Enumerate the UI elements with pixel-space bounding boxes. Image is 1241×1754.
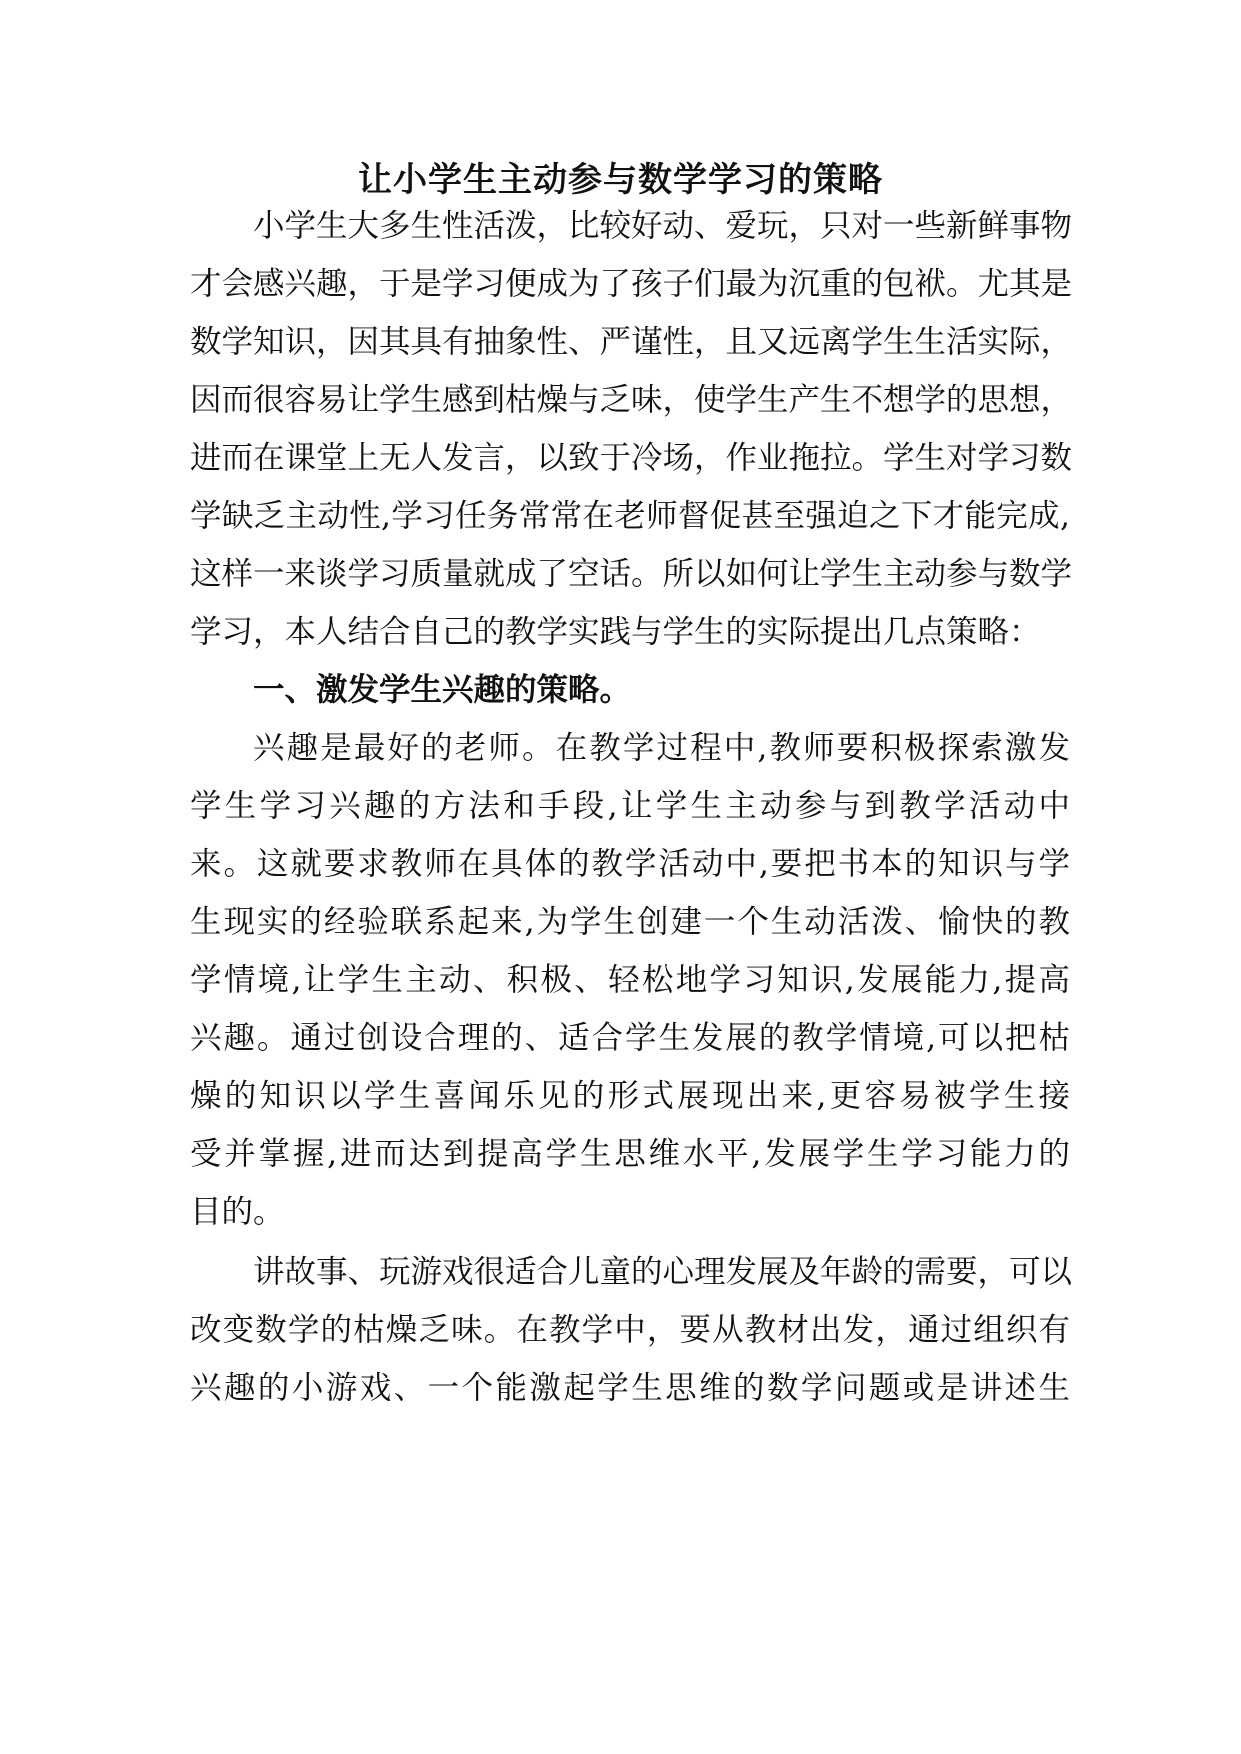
para2-line-7: 燥的知识以学生喜闻乐见的形式展现出来,更容易被学生接 xyxy=(190,1078,1070,1114)
para2-line-9: 目的。 xyxy=(190,1194,285,1230)
para2-line-3: 来。这就要求教师在具体的教学活动中,要把书本的知识与学 xyxy=(190,846,1070,882)
intro-line-6: 学缺乏主动性,学习任务常常在老师督促甚至强迫之下才能完成, xyxy=(190,498,1070,534)
document-title: 让小学生主动参与数学学习的策略 xyxy=(358,160,883,200)
para3-line-3: 兴趣的小游戏、一个能激起学生思维的数学问题或是讲述生 xyxy=(190,1370,1070,1406)
intro-line-4: 因而很容易让学生感到枯燥与乏味，使学生产生不想学的思想， xyxy=(190,382,1073,418)
intro-line-7: 这样一来谈学习质量就成了空话。所以如何让学生主动参与数学 xyxy=(190,556,1073,592)
para3-line-2: 改变数学的枯燥乏味。在教学中，要从教材出发，通过组织有 xyxy=(190,1312,1070,1348)
intro-line-8: 学习，本人结合自己的教学实践与学生的实际提出几点策略： xyxy=(190,614,1041,650)
para2-line-1: 兴趣是最好的老师。在教学过程中,教师要积极探索激发 xyxy=(253,730,1070,766)
intro-line-5: 进而在课堂上无人发言，以致于冷场，作业拖拉。学生对学习数 xyxy=(190,440,1073,476)
para2-line-5: 学情境,让学生主动、积极、轻松地学习知识,发展能力,提高 xyxy=(190,962,1070,998)
intro-line-3: 数学知识，因其具有抽象性、严谨性，且又远离学生生活实际， xyxy=(190,324,1073,360)
para3-line-1: 讲故事、玩游戏很适合儿童的心理发展及年龄的需要，可以 xyxy=(253,1254,1073,1290)
para2-line-8: 受并掌握,进而达到提高学生思维水平,发展学生学习能力的 xyxy=(190,1136,1070,1172)
para2-line-4: 生现实的经验联系起来,为学生创建一个生动活泼、愉快的教 xyxy=(190,904,1070,940)
intro-line-2: 才会感兴趣，于是学习便成为了孩子们最为沉重的包袱。尤其是 xyxy=(190,266,1073,302)
para2-line-2: 学生学习兴趣的方法和手段,让学生主动参与到教学活动中 xyxy=(190,788,1070,824)
para2-line-6: 兴趣。通过创设合理的、适合学生发展的教学情境,可以把枯 xyxy=(190,1020,1070,1056)
intro-line-1: 小学生大多生性活泼，比较好动、爱玩，只对一些新鲜事物 xyxy=(253,208,1073,244)
section-heading-1: 一、激发学生兴趣的策略。 xyxy=(253,671,632,708)
